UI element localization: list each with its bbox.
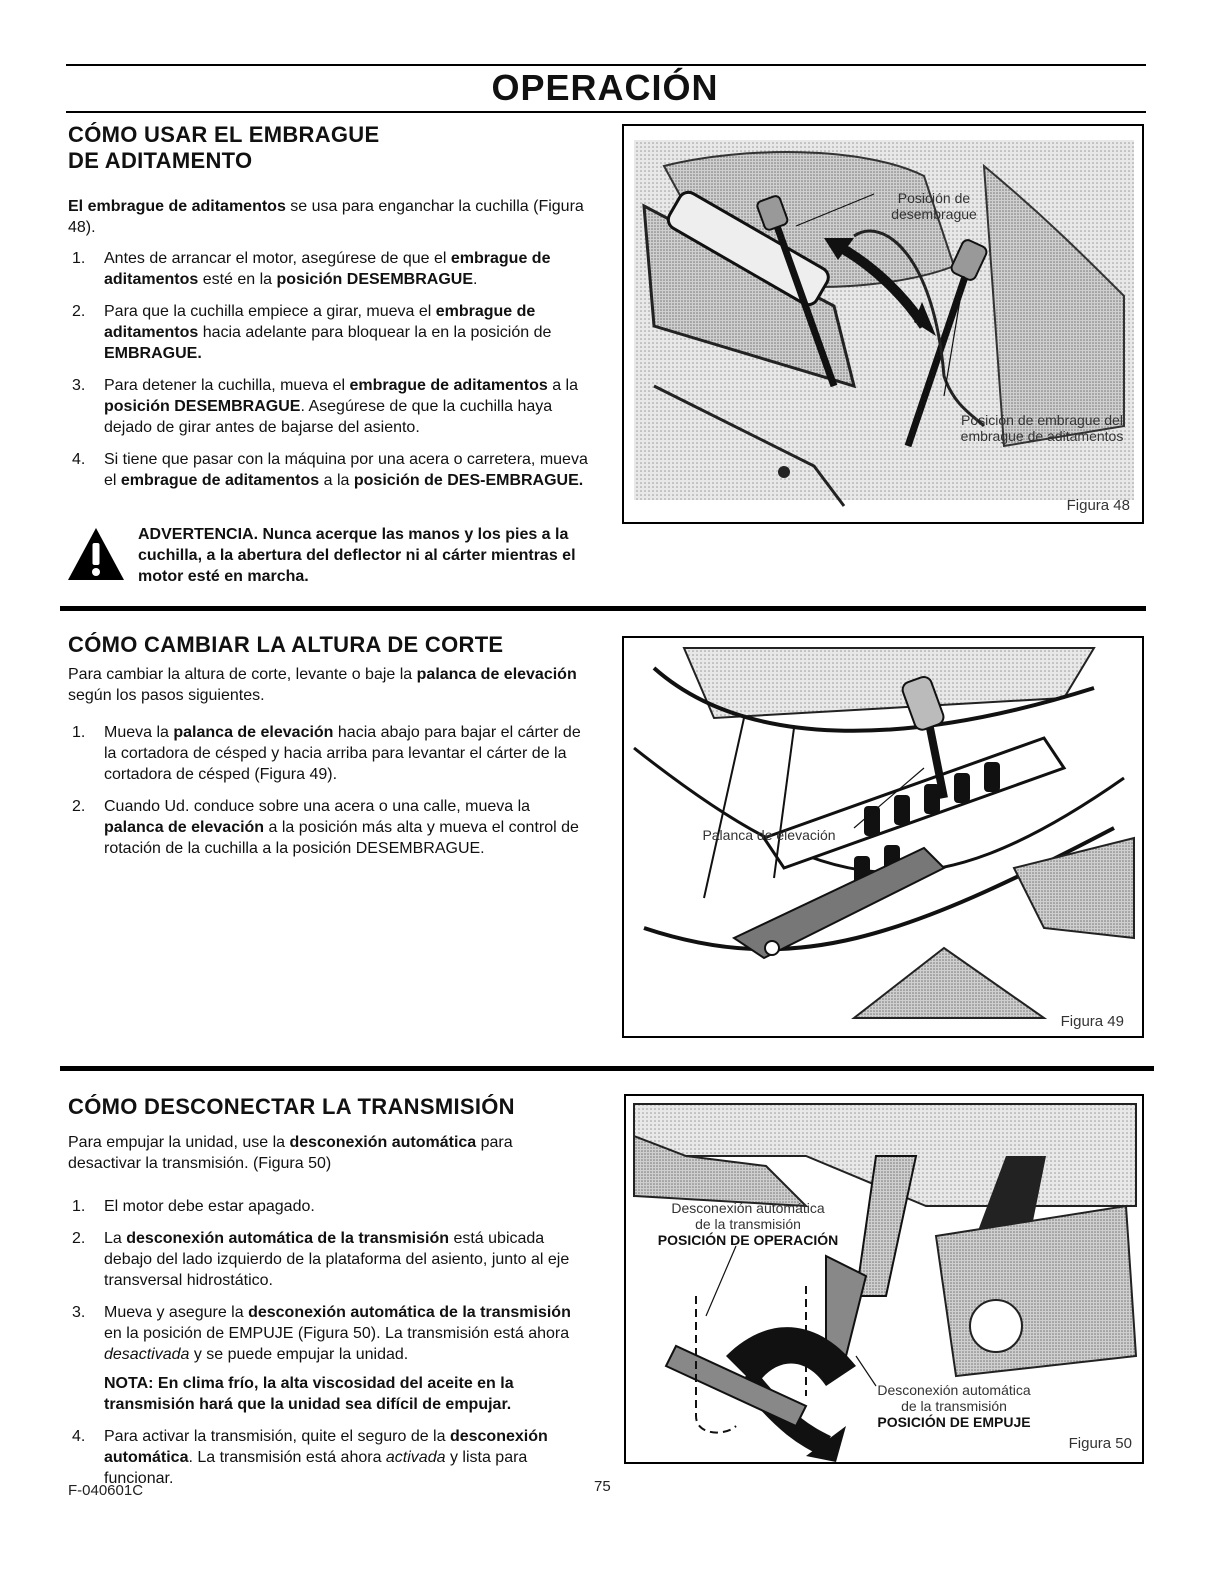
- item-number: 1.: [72, 250, 86, 267]
- list-item: [68, 375, 590, 438]
- item-text: [104, 1230, 569, 1289]
- item-number: 2.: [72, 798, 86, 815]
- section-heading: CÓMO CAMBIAR LA ALTURA DE CORTE: [68, 632, 504, 657]
- heading-line: DE ADITAMENTO: [68, 148, 253, 173]
- warning-icon: [66, 526, 126, 582]
- item-text: [104, 303, 551, 362]
- section-heading: [68, 122, 590, 174]
- italic-text: desactivada: [104, 1346, 190, 1363]
- text-run: y lista para funcionar.: [104, 1449, 528, 1487]
- bold-text: palanca de elevación: [173, 724, 334, 741]
- list-item: [68, 449, 590, 491]
- callout-line-bold: POSICIÓN DE OPERACIÓN: [657, 1232, 839, 1248]
- callout-push-position: [856, 1382, 1052, 1430]
- list-item: [68, 301, 590, 364]
- figure-48: [622, 124, 1144, 524]
- bold-text: posición DESEMBRAGUE: [104, 398, 301, 415]
- bold-text: desconexión automática: [289, 1134, 477, 1151]
- bold-text: embrague de aditamentos: [349, 377, 548, 394]
- warning-text: ADVERTENCIA. Nunca acerque las manos y los pies a la cuchilla, a la abertura del deflector ni al cárter mientras el motor esté en marcha.: [138, 526, 576, 585]
- callout-line: de la transmisión: [901, 1398, 1007, 1414]
- section-divider: [60, 1066, 1154, 1071]
- section-attachment-clutch: [68, 122, 590, 502]
- bold-text: desconexión automática de la transmisión: [126, 1230, 450, 1247]
- figure-50: [624, 1094, 1144, 1464]
- section-divider: [60, 606, 1146, 611]
- figure-caption: Figura 48: [1066, 497, 1130, 514]
- callout-lift-lever: Palanca de elevación: [702, 827, 836, 843]
- text-run: La: [104, 1230, 127, 1247]
- item-text: [104, 250, 550, 288]
- title-underline: [66, 111, 1146, 113]
- text-run: Para empujar la unidad, use la: [68, 1134, 290, 1151]
- item-number: 2.: [72, 1230, 86, 1247]
- list-item: [68, 796, 590, 859]
- figure-49: [622, 636, 1144, 1038]
- text-run: Si tiene que pasar con la máquina por una acera o carretera, mueva el: [104, 451, 588, 489]
- page-number: 75: [594, 1478, 611, 1495]
- list-item: [68, 1302, 590, 1415]
- section-disengage-transmission: [68, 1094, 590, 1500]
- item-number: 1.: [72, 724, 86, 741]
- text-run: a la: [319, 472, 354, 489]
- list-item: [68, 248, 590, 290]
- text-run: . Asegúrese de que la cuchilla haya dejado de girar antes de bajarse del asiento.: [104, 398, 553, 436]
- callout-line-bold: POSICIÓN DE EMPUJE: [877, 1414, 1031, 1430]
- text-run: y se puede empujar la unidad.: [189, 1346, 409, 1363]
- text-run: según los pasos siguientes.: [68, 687, 265, 704]
- note-text: NOTA: En clima frío, la alta viscosidad del aceite en la transmisión hará que la unidad sea difícil de empujar.: [104, 1375, 514, 1413]
- item-number: 4.: [72, 451, 86, 468]
- text-run: está ubicada debajo del lado izquierdo de la plataforma del asiento, junto al eje transversal hidrostático.: [104, 1230, 570, 1289]
- intro-paragraph: [68, 664, 590, 706]
- bold-text: palanca de elevación: [104, 819, 265, 836]
- steps-list: [68, 248, 590, 491]
- intro-rest: se usa para enganchar la cuchilla (Figura 48).: [68, 198, 584, 236]
- bold-text: desconexión automática: [104, 1428, 548, 1466]
- steps-list: [68, 722, 590, 859]
- item-text: [104, 724, 581, 783]
- steps-list: [68, 1196, 590, 1489]
- bold-text: desconexión automática de la transmisión: [248, 1304, 571, 1321]
- text-run: . La transmisión está ahora: [188, 1449, 386, 1466]
- intro-paragraph: [68, 1132, 590, 1174]
- bold-text: posición de DES-EMBRAGUE.: [353, 472, 584, 489]
- section-heading: CÓMO DESCONECTAR LA TRANSMISIÓN: [68, 1094, 515, 1119]
- text-run: Cuando Ud. conduce sobre una acera o una calle, mueva la: [104, 798, 531, 815]
- item-number: 1.: [72, 1198, 86, 1215]
- bold-text: palanca de elevación: [416, 666, 577, 683]
- list-item: [68, 1228, 590, 1291]
- callout-disengage-position: Posición de desembrague: [891, 190, 977, 222]
- text-run: a la: [547, 377, 578, 394]
- item-text: [104, 1304, 571, 1363]
- bold-text: EMBRAGUE.: [104, 345, 202, 362]
- text-run: para desactivar la transmisión. (Figura 50): [68, 1134, 513, 1172]
- bold-text: posición DESEMBRAGUE: [276, 271, 473, 288]
- item-text: [104, 1198, 315, 1215]
- list-item: [68, 722, 590, 785]
- figure-caption: Figura 49: [1060, 1013, 1124, 1030]
- bold-text: embrague de aditamentos: [104, 250, 551, 288]
- page-title: OPERACIÓN: [491, 67, 719, 108]
- text-run: esté en la: [198, 271, 277, 288]
- text-run: Para cambiar la altura de corte, levante o baje la: [68, 666, 417, 683]
- text-run: hacia abajo para bajar el cárter de la cortadora de césped y hacia arriba para levantar el cárter de la cortadora de césped (Figura 49).: [104, 724, 581, 783]
- figure-48-illustration: [624, 126, 1142, 522]
- text-run: Antes de arrancar el motor, asegúrese de que el: [104, 250, 451, 267]
- callout-operation-position: [630, 1200, 866, 1248]
- callout-line: Desconexión automática: [671, 1200, 825, 1216]
- text-run: Mueva la: [104, 724, 174, 741]
- item-text: [104, 798, 579, 857]
- list-item: [68, 1426, 590, 1489]
- callout-line: Desconexión automática: [877, 1382, 1031, 1398]
- text-run: Para detener la cuchilla, mueva el: [104, 377, 350, 394]
- text-run: El motor debe estar apagado.: [104, 1198, 315, 1215]
- text-run: hacia adelante para bloquear la en la posición de: [198, 324, 552, 341]
- section-cutting-height: [68, 632, 590, 870]
- bold-text: embrague de aditamentos: [120, 472, 320, 489]
- text-run: Para que la cuchilla empiece a girar, mueva el: [104, 303, 436, 320]
- item-number: 3.: [72, 377, 86, 394]
- intro-bold: El embrague de aditamentos: [68, 198, 286, 215]
- heading-line: CÓMO USAR EL EMBRAGUE: [68, 122, 380, 147]
- figure-caption: Figura 50: [1068, 1435, 1132, 1452]
- text-run: Para activar la transmisión, quite el seguro de la: [104, 1428, 450, 1445]
- intro-paragraph: [68, 196, 590, 238]
- text-run: .: [473, 271, 478, 288]
- item-text: [104, 377, 578, 436]
- item-number: 4.: [72, 1428, 86, 1445]
- bold-text: embrague de aditamentos: [104, 303, 536, 341]
- list-item: [68, 1196, 590, 1217]
- item-text: [104, 1428, 548, 1487]
- text-run: Mueva y asegure la: [104, 1304, 249, 1321]
- callout-engage-position: Posición de embrague del embrague de aditamentos: [960, 412, 1124, 444]
- item-number: 3.: [72, 1304, 86, 1321]
- text-run: a la posición más alta y mueva el control de rotación de la cuchilla a la posición DESEMBRAGUE.: [104, 819, 579, 857]
- callout-line: de la transmisión: [695, 1216, 801, 1232]
- italic-text: activada: [385, 1449, 446, 1466]
- footer-code: F-040601C: [68, 1482, 144, 1499]
- item-number: 2.: [72, 303, 86, 320]
- text-run: en la posición de EMPUJE (Figura 50). La transmisión está ahora: [104, 1325, 570, 1342]
- item-text: [104, 451, 588, 489]
